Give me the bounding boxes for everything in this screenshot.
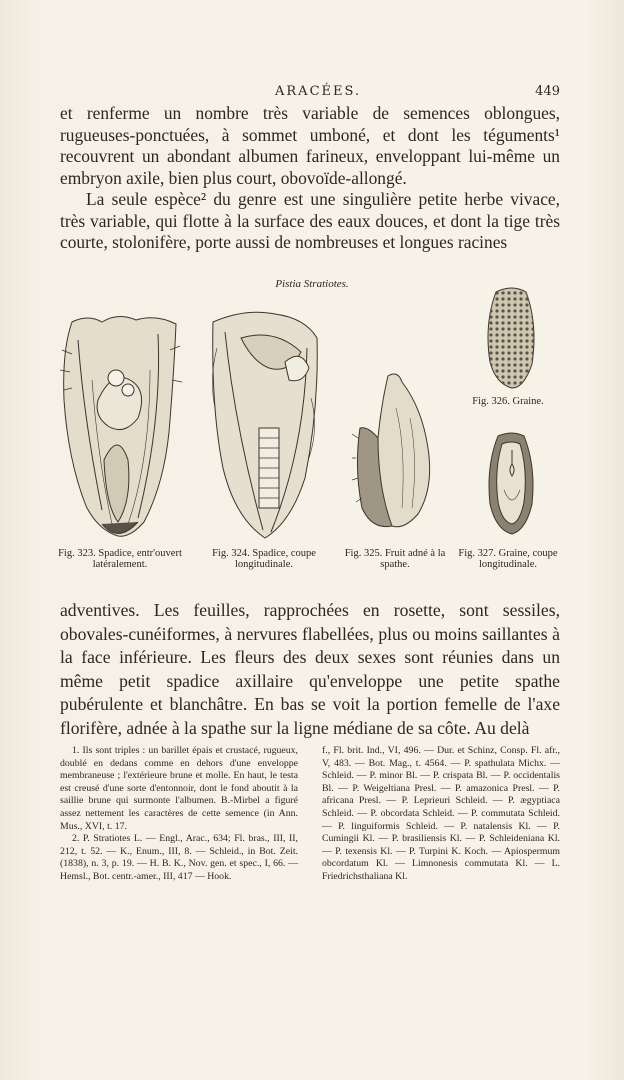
footnote-2 [60, 833, 298, 883]
footnote-1-text: 1. Ils sont triples : un barillet épais et crustacé, rugueux, doublé en dedans comme en dehors d'une enveloppe membraneuse ; l'extérieure brune et molle. En haut, le testa est creusé d'une sorte d'entonnoir, dont le fond aboutit à la saillie brune qui surmonte l'albumen. B.-Mirbel a figuré assez nettement les caractères de cette semence (in Ann. Mus., XVI, t. 17. [60, 745, 298, 832]
paragraph-1: et renferme un nombre très variable de semences oblongues, rugueuses-ponctuées, à sommet umboné, et dont les téguments¹ recouvrent un abondant albumen farineux, enveloppant lui-même un embryon axile, bien plus court, obovoïde-allongé. [60, 103, 560, 188]
paragraph-3: adventives. Les feuilles, rapprochées en rosette, sont sessiles, obovales-cunéiformes, à nervures flabellées, plus ou moins saillantes à la face inférieure. Les fleurs des deux sexes sont réunies dans un même petit spadice axillaire qu'enveloppe une petite spathe pubérulente et blanchâtre. En bas se voit la portion femelle de l'axe florifère, adnée à la spathe sur la ligne médiane de sa côte. Au delà [60, 600, 560, 738]
paragraph-2 [60, 189, 560, 254]
figure-325-fruit-illustration [352, 368, 438, 538]
figure-326-caption: Fig. 326. Graine. [472, 396, 544, 407]
running-header [60, 84, 560, 104]
footnotes-left-column [60, 745, 298, 884]
plate-title: Pistia Stratiotes. [275, 278, 349, 290]
footnotes-right-column [322, 745, 560, 884]
figure-324-spadix-section-illustration [205, 308, 323, 544]
footnote-2-text: 2. P. Stratiotes L. — Engl., Arac., 634; Fl. bras., III, II, 212, t. 52. — K., Enum., III, 8. — Schleid., in Bot. Zeit. (1838), n. 3, p. 19. — H. B. K., Nov. gen. et spec., I, 66. — Hemsl., Bot. centr.-amer., III, 417 — Hook. [60, 833, 298, 882]
footnote-1 [60, 745, 298, 833]
footnotes [60, 745, 560, 935]
paragraph-2-text: La seule espèce² du genre est une singulière petite herbe vivace, très variable, qui flotte à la surface des eaux douces, et dont la tige très courte, stolonifère, porte aussi de nombreuses et longues racines [60, 189, 560, 253]
footnote-2-continued: f., Fl. brit. Ind., VI, 496. — Dur. et Schinz, Consp. Fl. afr., V, 483. — Bot. Mag., t. 4564. — P. spathulata Michx. — Schleid. — P. minor Bl. — P. crispata Bl. — P. occidentalis Bl. — P. Weigeltiana Presl. — P. amazonica Presl. — P. africana Presl. — P. Leprieuri Schleid. — P. ægyptiaca Schleid. — P. obcordata Schleid. — P. commutata Schleid. — P. linguiformis Schleid. — P. natalensis Kl. — P. Cumingii Kl. — P. brasiliensis Kl. — P. Schleideniana Kl. — P. texensis Kl. — P. Turpini K. Koch. — Apiospermum obcordatum Kl. — Limnonesis commutata Kl. — L. Friedrichsthaliana Kl. [322, 745, 560, 882]
figure-327-seed-section-illustration [482, 430, 540, 538]
page-number: 449 [535, 84, 560, 99]
figure-323-spadix-illustration [58, 310, 182, 542]
running-title: ARACÉES. [275, 84, 362, 99]
figure-324-caption: Fig. 324. Spadice, coupe longitudinale. [212, 548, 316, 571]
figure-326-seed-illustration [482, 284, 540, 392]
figure-327-caption: Fig. 327. Graine, coupe longitudinale. [458, 548, 558, 571]
figure-325-caption: Fig. 325. Fruit adné à la spathe. [344, 548, 446, 571]
figure-323-caption: Fig. 323. Spadice, entr'ouvert latéralement. [58, 548, 182, 571]
